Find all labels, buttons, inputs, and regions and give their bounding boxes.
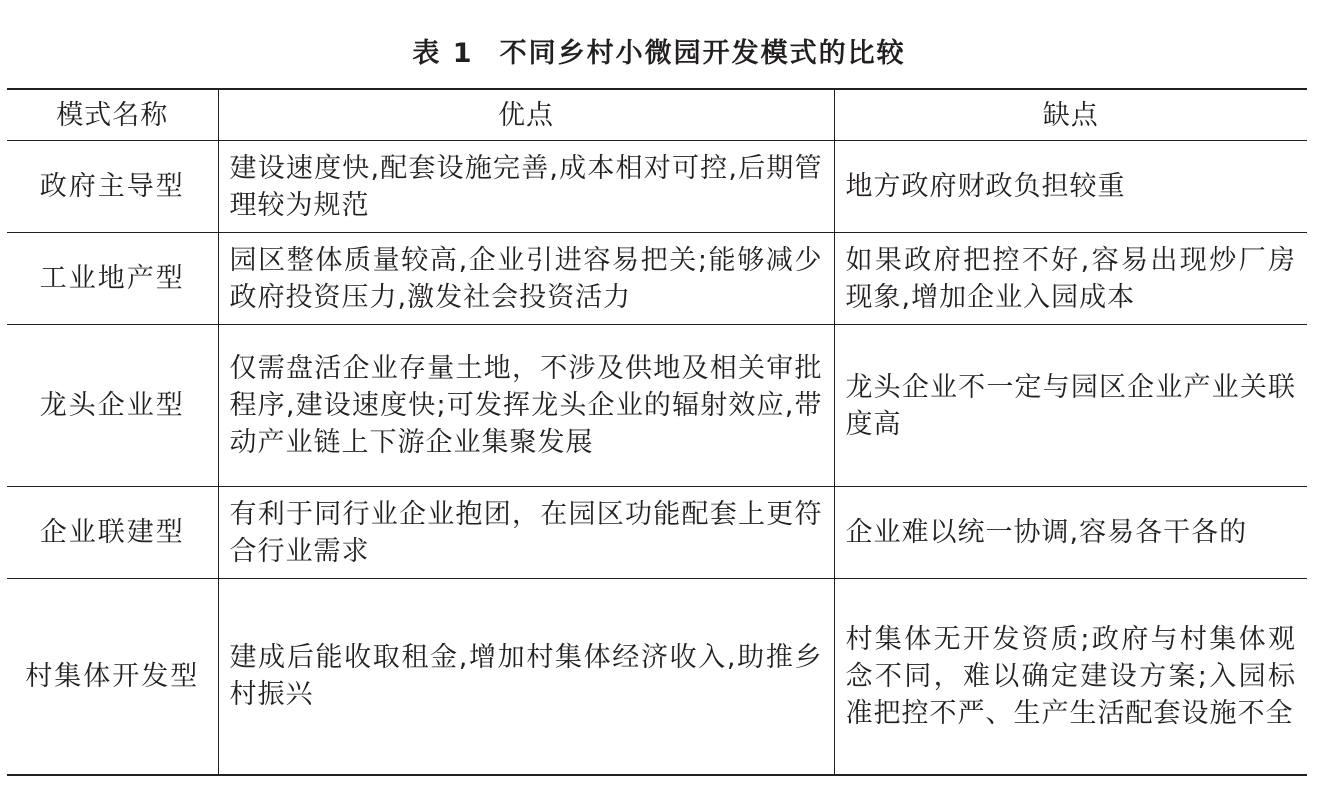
mode-name-cell: 工业地产型	[7, 233, 218, 325]
disadvantages-cell: 企业难以统一协调,容易各干各的	[834, 487, 1307, 579]
table-row	[7, 233, 1307, 325]
mode-name-cell: 龙头企业型	[7, 325, 218, 487]
table-caption	[0, 32, 1318, 76]
mode-name-cell: 政府主导型	[7, 141, 218, 233]
advantages-cell: 建成后能收取租金,增加村集体经济收入,助推乡村振兴	[218, 579, 834, 775]
advantages-cell: 建设速度快,配套设施完善,成本相对可控,后期管理较为规范	[218, 141, 834, 233]
mode-name-cell: 企业联建型	[7, 487, 218, 579]
table-number: 表 1	[412, 38, 474, 69]
header-mode-name: 模式名称	[7, 89, 218, 141]
table-row	[7, 325, 1307, 487]
advantages-cell: 园区整体质量较高,企业引进容易把关;能够减少政府投资压力,激发社会投资活力	[218, 233, 834, 325]
table-header-row	[7, 89, 1307, 141]
mode-name-cell: 村集体开发型	[7, 579, 218, 775]
disadvantages-cell: 龙头企业不一定与园区企业产业关联度高	[834, 325, 1307, 487]
table-row	[7, 487, 1307, 579]
comparison-table	[7, 88, 1307, 776]
header-advantages: 优点	[218, 89, 834, 141]
table-title: 不同乡村小微园开发模式的比较	[499, 38, 906, 69]
advantages-cell: 仅需盘活企业存量土地，不涉及供地及相关审批程序,建设速度快;可发挥龙头企业的辐射效应,带动产业链上下游企业集聚发展	[218, 325, 834, 487]
disadvantages-cell: 地方政府财政负担较重	[834, 141, 1307, 233]
table-row	[7, 141, 1307, 233]
advantages-cell: 有利于同行业企业抱团，在园区功能配套上更符合行业需求	[218, 487, 834, 579]
table-row	[7, 579, 1307, 775]
disadvantages-cell: 如果政府把控不好,容易出现炒厂房现象,增加企业入园成本	[834, 233, 1307, 325]
header-disadvantages: 缺点	[834, 89, 1307, 141]
disadvantages-cell: 村集体无开发资质;政府与村集体观念不同，难以确定建设方案;入园标准把控不严、生产生活配套设施不全	[834, 579, 1307, 775]
